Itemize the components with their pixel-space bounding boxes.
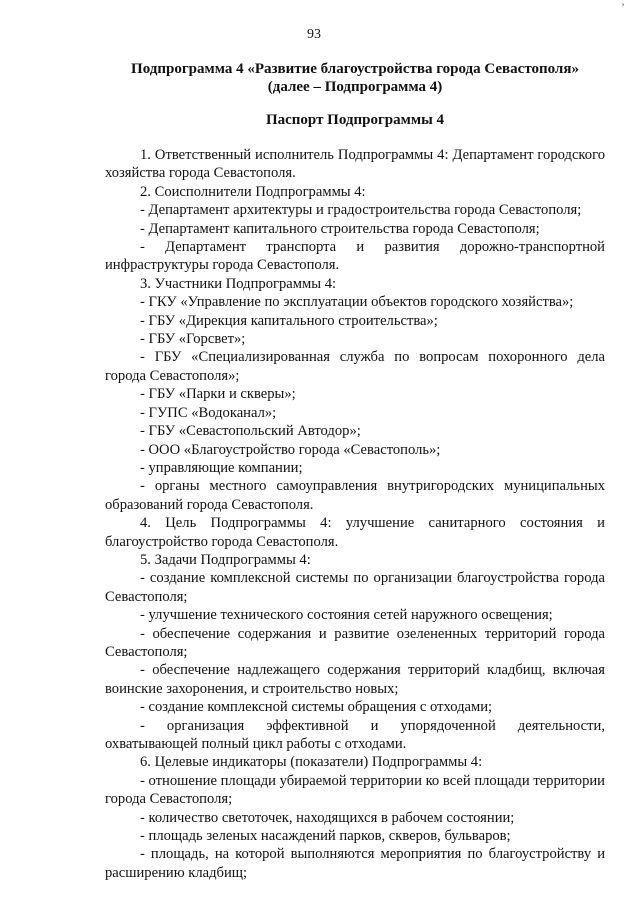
paragraph: - организация эффективной и упорядоченной деятельности, охватывающей полный цикл работы с отходами. <box>105 717 605 752</box>
paragraph: 5. Задачи Подпрограммы 4: <box>140 551 311 568</box>
paragraph: - управляющие компании; <box>140 459 303 476</box>
paragraph: 3. Участники Подпрограммы 4: <box>140 275 337 292</box>
corner-mark: ’ <box>621 0 625 14</box>
title-line-1: Подпрограмма 4 «Развитие благоустройства города Севастополя» <box>131 61 579 77</box>
paragraph: - ГКУ «Управление по эксплуатации объектов городского хозяйства»; <box>140 294 574 311</box>
paragraph: - площадь зеленых насаждений парков, скверов, бульваров; <box>140 828 511 845</box>
title-line-2: (далее – Подпрограмма 4) <box>267 79 443 95</box>
paragraph: - улучшение технического состояния сетей наружного освещения; <box>140 607 553 624</box>
paragraph: 4. Цель Подпрограммы 4: улучшение санитарного состояния и благоустройство города Севастополя. <box>105 515 605 550</box>
page-number: 93 <box>307 27 321 42</box>
document-body <box>105 146 605 882</box>
paragraph: - ГБУ «Дирекция капитального строительства»; <box>140 312 438 329</box>
paragraph: - ГБУ «Парки и скверы»; <box>140 386 296 403</box>
section-heading: Паспорт Подпрограммы 4 <box>265 112 445 128</box>
paragraph: - обеспечение содержания и развитие озелененных территорий города Севастополя; <box>105 625 605 660</box>
paragraph: 1. Ответственный исполнитель Подпрограммы 4: Департамент городского хозяйства города Севастополя. <box>105 147 605 182</box>
paragraph: 6. Целевые индикаторы (показатели) Подпрограммы 4: <box>140 754 483 771</box>
paragraph: - ООО «Благоустройство города «Севастополь»; <box>140 441 441 458</box>
paragraph: - количество светоточек, находящихся в рабочем состоянии; <box>140 809 515 826</box>
document-title <box>100 60 610 96</box>
paragraph: - Департамент капитального строительства города Севастополя; <box>140 220 540 237</box>
paragraph: - ГБУ «Горсвет»; <box>140 331 246 348</box>
paragraph: - Департамент архитектуры и градостроительства города Севастополя; <box>140 202 582 219</box>
paragraph: - площадь, на которой выполняются мероприятия по благоустройству и расширению кладбищ; <box>105 846 605 881</box>
paragraph: - ГБУ «Севастопольский Автодор»; <box>140 423 361 440</box>
paragraph: - Департамент транспорта и развития дорожно-транспортной инфраструктуры города Севастополя. <box>105 239 605 274</box>
paragraph: 2. Соисполнители Подпрограммы 4: <box>140 183 366 200</box>
paragraph: - отношение площади убираемой территории ко всей площади территории города Севастополя; <box>105 772 605 808</box>
paragraph: - ГБУ «Специализированная служба по вопросам похоронного дела города Севастополя»; <box>105 349 605 384</box>
paragraph: - создание комплексной системы по организации благоустройства города Севастополя; <box>105 570 605 605</box>
paragraph: - органы местного самоуправления внутригородских муниципальных образований города Севастополя. <box>105 478 605 513</box>
paragraph: - создание комплексной системы обращения с отходами; <box>140 699 493 716</box>
paragraph: - ГУПС «Водоканал»; <box>140 404 277 421</box>
paragraph: - обеспечение надлежащего содержания территорий кладбищ, включая воинские захоронения, и строительство новых; <box>105 662 605 697</box>
